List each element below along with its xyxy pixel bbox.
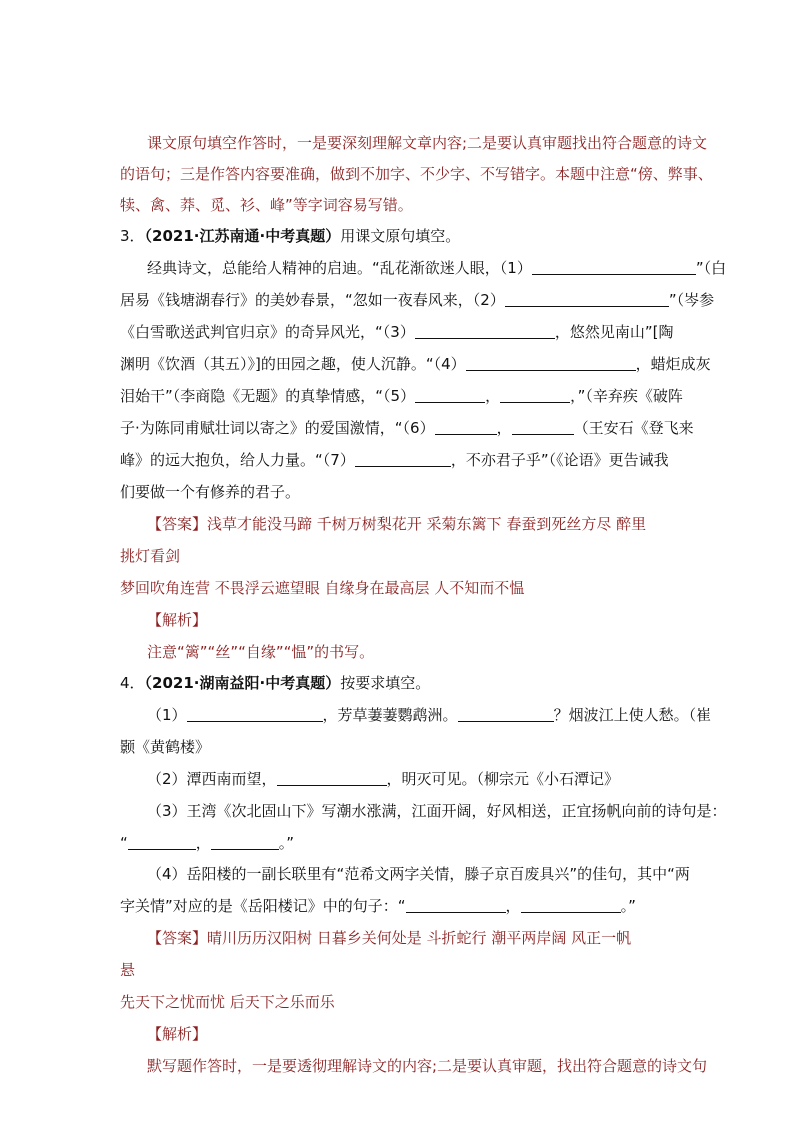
- q3-instruction: 用课文原句填空。: [340, 227, 461, 245]
- q4-source: （2021·湖南益阳·中考真题）: [144, 674, 341, 692]
- answer-blank-q4-2[interactable]: [277, 771, 387, 786]
- q4-text: ，: [195, 834, 211, 852]
- q3-text: ，蜡炬成灰: [635, 355, 711, 373]
- answer-blank-5a[interactable]: [415, 388, 485, 403]
- q3-text: 经典诗文，总能给人精神的启迪。“乱花渐欲迷人眼，（1）: [147, 259, 532, 277]
- q3-line-1: [147, 258, 726, 278]
- answer-blank-1[interactable]: [532, 260, 696, 275]
- q3-text: ，悠然见南山”[陶: [554, 323, 674, 341]
- q4-answer-line-3: 先天下之忧而忧 后天下之乐而乐: [120, 993, 335, 1011]
- answer-blank-q4-4a[interactable]: [406, 898, 506, 913]
- q3-text: ，”（辛弃疾《破阵: [570, 387, 683, 405]
- q4-text: 字关情”对应的是《岳阳楼记》中的句子：“: [120, 897, 406, 915]
- intro-line-1: 课文原句填空作答时，一是要深刻理解文章内容;二是要认真审题找出符合题意的诗文: [147, 134, 708, 152]
- q3-line-5: [120, 386, 683, 406]
- q4-text: （1）: [147, 706, 187, 724]
- q3-text: 渊明《饮酒（其五）》]的田园之趣，使人沉静。“（4）: [120, 355, 466, 373]
- q4-sub-4-cont: [120, 896, 636, 916]
- answer-blank-4[interactable]: [466, 356, 636, 371]
- q3-text: ，: [496, 419, 512, 437]
- answer-blank-q4-1a[interactable]: [187, 707, 323, 722]
- q3-analysis-label: 【解析】: [147, 611, 208, 629]
- answer-blank-q4-4b[interactable]: [521, 898, 621, 913]
- q3-text: 泪始干”（李商隐《无题》的真挚情感，“（5）: [120, 387, 416, 405]
- q3-analysis-text: 注意“篱”“丝”“自缘”“愠”的书写。: [147, 643, 375, 661]
- answer-blank-q4-1b[interactable]: [458, 707, 554, 722]
- q4-text: “: [120, 834, 128, 852]
- q4-header: [120, 673, 430, 693]
- answer-blank-q4-3b[interactable]: [211, 835, 279, 850]
- answer-label: 【答案】: [147, 515, 208, 533]
- q4-analysis-label: 【解析】: [147, 1025, 208, 1043]
- q4-sub-1: [147, 705, 711, 725]
- q4-text: （2）潭西南而望，: [147, 770, 277, 788]
- q4-answer-text: 晴川历历汉阳树 日暮乡关何处是 斗折蛇行 潮平两岸阔 风正一帆: [207, 929, 632, 947]
- q3-line-2: [120, 290, 714, 310]
- q4-sub-1-cont: 颢《黄鹤楼》: [120, 738, 211, 756]
- q3-text: 《白雪歌送武判官归京》的奇异风光，“（3）: [120, 323, 415, 341]
- q3-text: 峰》的远大抱负，给人力量。“（7）: [120, 451, 355, 469]
- q4-analysis-text: 默写题作答时，一是要透彻理解诗文的内容;二是要认真审题，找出符合题意的诗文句: [147, 1057, 708, 1075]
- q3-number: 3．: [120, 227, 145, 245]
- q4-sub-2: [147, 769, 619, 789]
- q4-answer-line-2: 悬: [120, 961, 136, 979]
- q4-text: ，芳草萋萋鹦鹉洲。: [322, 706, 458, 724]
- answer-blank-q4-3a[interactable]: [128, 835, 196, 850]
- intro-line-3: 犊、禽、莽、觅、衫、峰”等字词容易写错。: [120, 196, 413, 214]
- q3-line-7: [120, 450, 669, 470]
- q3-line-6: [120, 418, 694, 438]
- q3-text: （王安石《登飞来: [573, 419, 694, 437]
- answer-blank-6b[interactable]: [512, 420, 574, 435]
- q3-answer-line-2: 挑灯看剑: [120, 547, 181, 565]
- q3-line-3: [120, 322, 673, 342]
- q4-sub-3: （3）王湾《次北固山下》写潮水涨满，江面开阔，好风相送，正宜扬帆向前的诗句是：: [147, 802, 727, 820]
- q3-text: ”（岑参: [668, 291, 715, 309]
- answer-blank-2[interactable]: [505, 292, 669, 307]
- intro-line-2: 的语句；三是作答内容要准确，做到不加字、不少字、不写错字。本题中注意“傍、弊事、: [120, 165, 713, 183]
- q3-text: 子·为陈同甫赋壮词以寄之》的爱国激情，“（6）: [120, 419, 435, 437]
- q4-text: ，明灭可见。（柳宗元《小石潭记》: [386, 770, 620, 788]
- answer-blank-3[interactable]: [415, 324, 555, 339]
- q4-number: 4．: [120, 674, 145, 692]
- q3-line-4: [120, 354, 711, 374]
- q3-line-8: 们要做一个有修养的君子。: [120, 483, 301, 501]
- q3-answer-line-1: [147, 514, 646, 534]
- q4-sub-4: （4）岳阳楼的一副长联里有“范希文两字关情，滕子京百废具兴”的佳句，其中“两: [147, 865, 690, 883]
- q4-text: ，: [505, 897, 521, 915]
- q4-answer-line-1: [147, 928, 631, 948]
- q4-text: 。”: [620, 897, 636, 915]
- q3-text: ，: [485, 387, 501, 405]
- q4-text: 。”: [278, 834, 295, 852]
- q3-answer-line-3: 梦回吹角连营 不畏浮云遮望眼 自缘身在最高层 人不知而不愠: [120, 579, 525, 597]
- q3-header: [120, 226, 460, 246]
- q3-answer-text: 浅草才能没马蹄 千树万树梨花开 采菊东篱下 春蚕到死丝方尽 醉里: [207, 515, 647, 533]
- q3-text: ，不亦君子乎”（《论语》更告诫我: [450, 451, 669, 469]
- answer-blank-6a[interactable]: [435, 420, 497, 435]
- answer-label: 【答案】: [147, 929, 208, 947]
- answer-blank-7[interactable]: [355, 452, 451, 467]
- answer-blank-5b[interactable]: [500, 388, 570, 403]
- q4-sub-3-cont: [120, 833, 294, 853]
- q4-instruction: 按要求填空。: [340, 674, 431, 692]
- q4-text: ？烟波江上使人愁。（崔: [553, 706, 712, 724]
- q3-text: 居易《钱塘湖春行》的美妙春景，“忽如一夜春风来，（2）: [120, 291, 505, 309]
- q3-text: ”（白: [695, 259, 727, 277]
- q3-source: （2021·江苏南通·中考真题）: [144, 227, 341, 245]
